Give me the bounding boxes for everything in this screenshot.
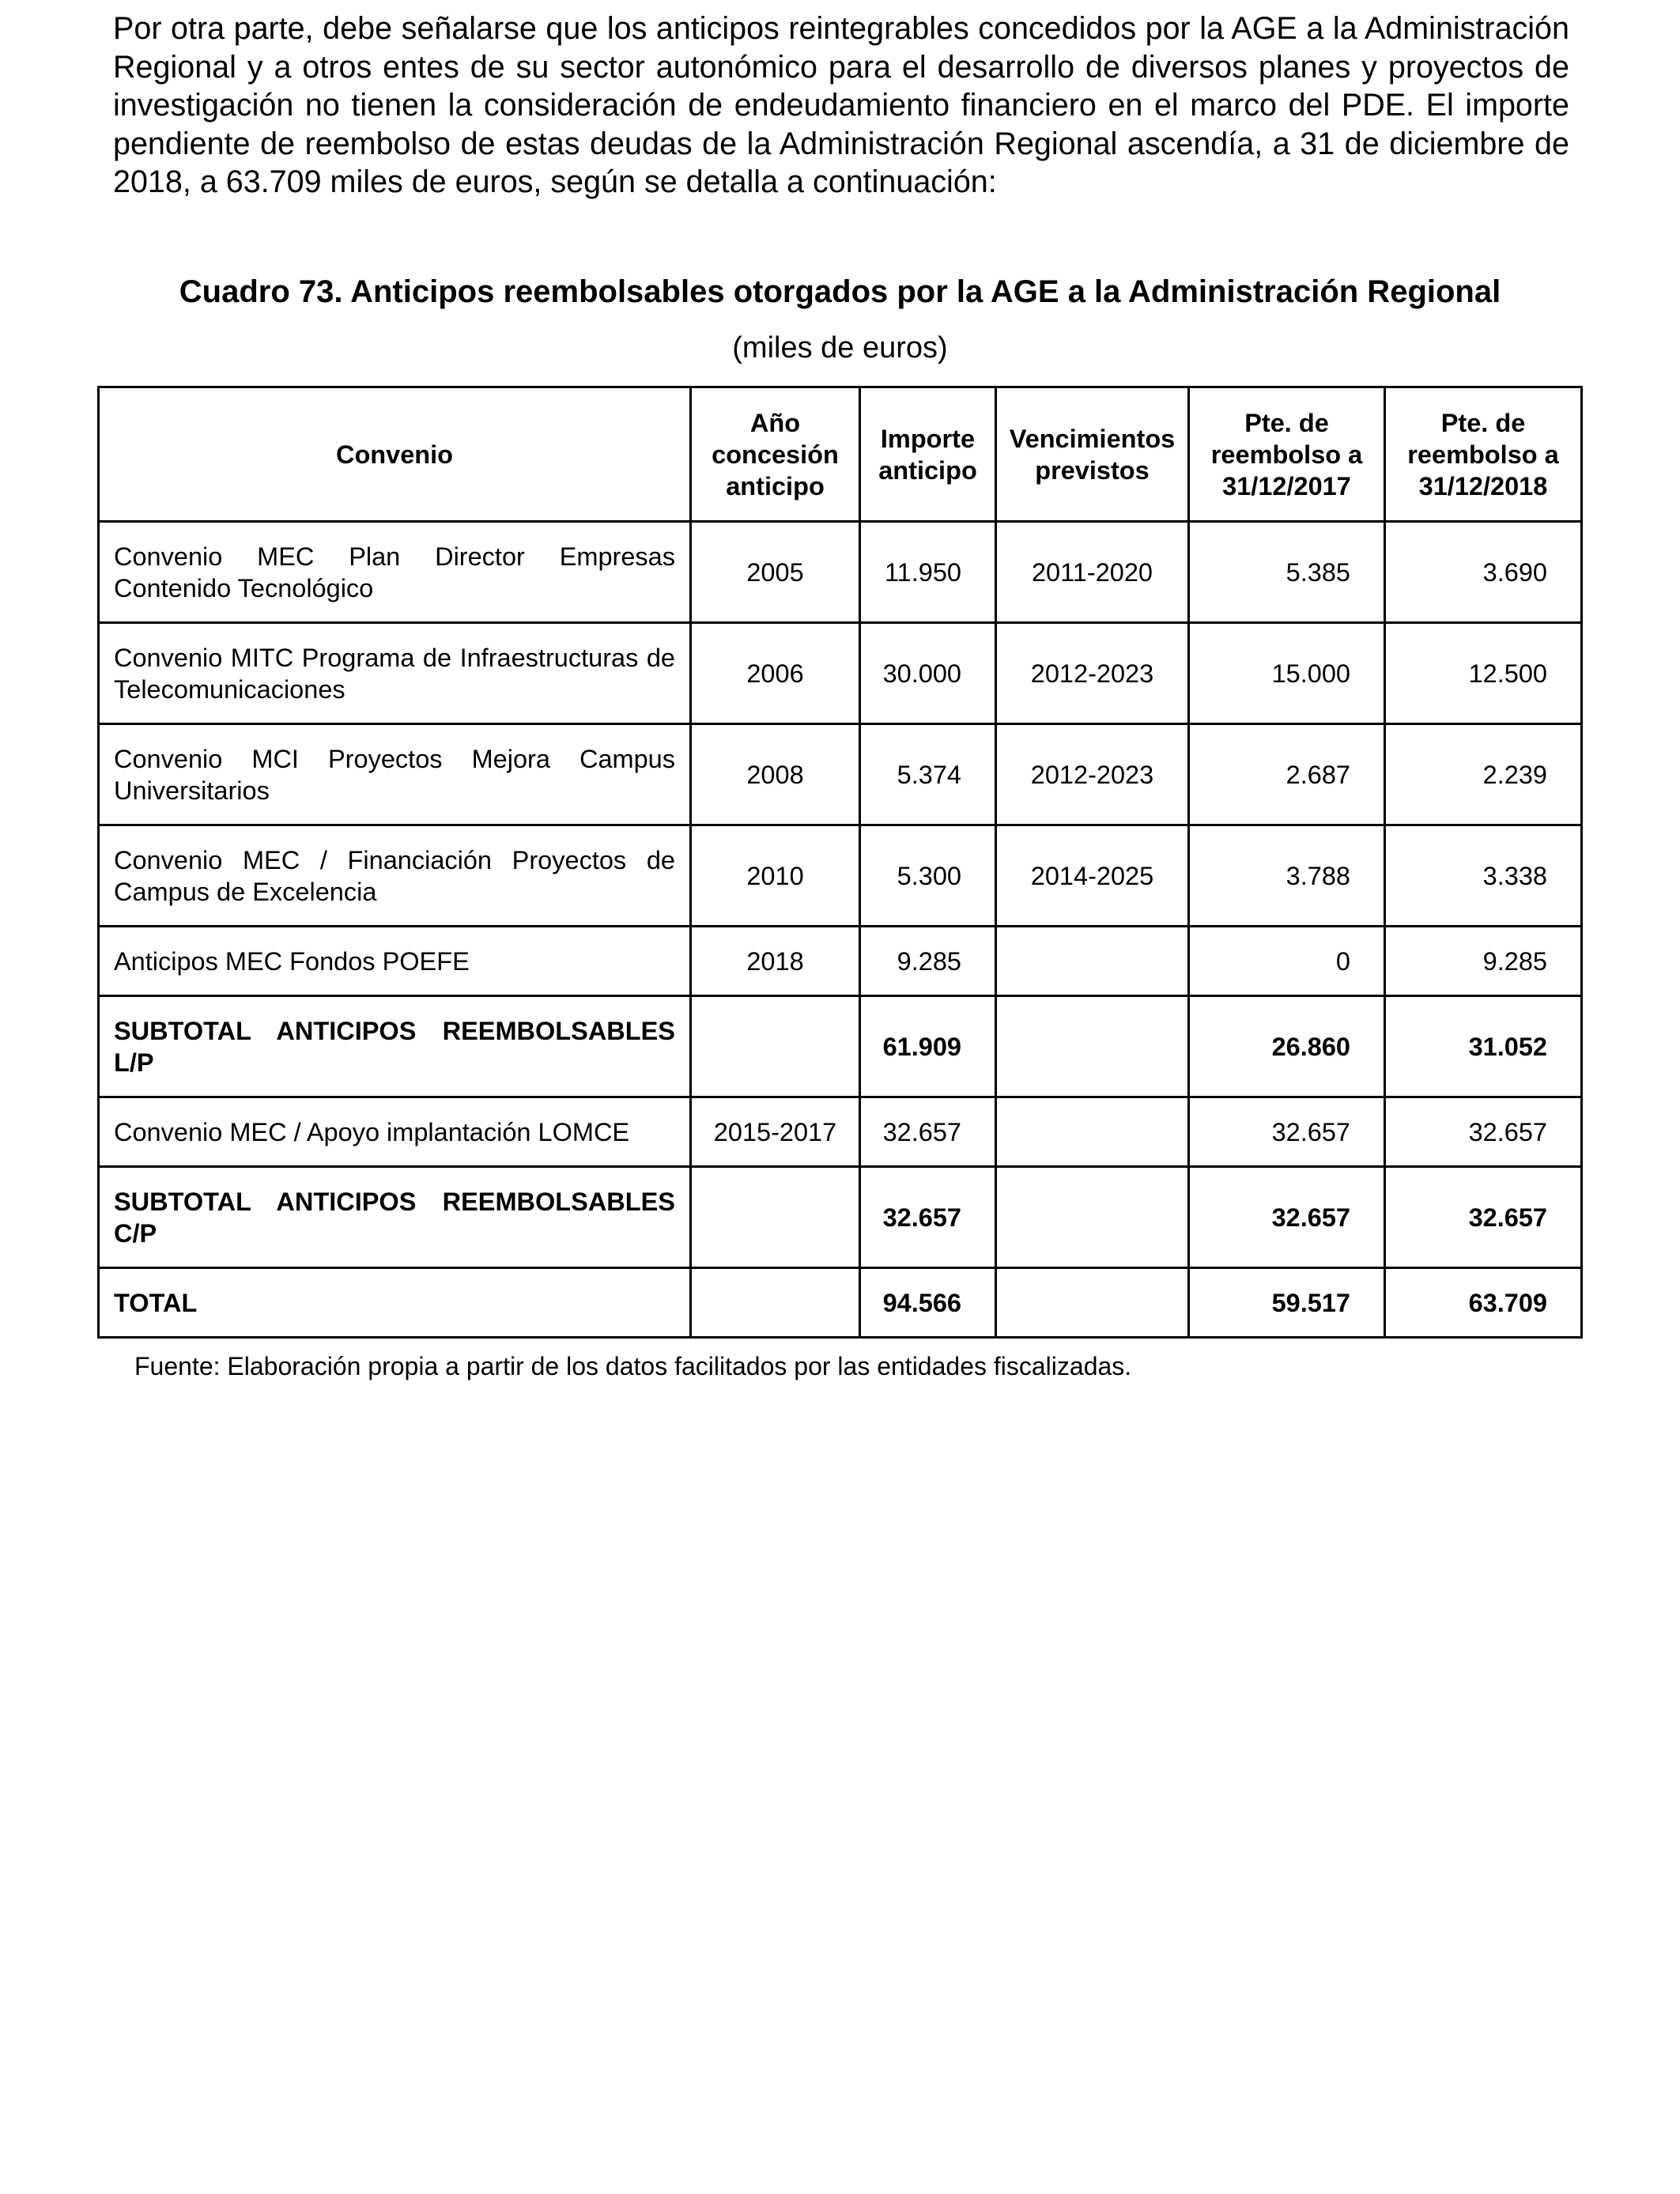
cell-vencimientos: [996, 1097, 1189, 1167]
cell-importe: 9.285: [860, 927, 996, 996]
header-pte-2018: Pte. de reembolso a 31/12/2018: [1385, 387, 1582, 522]
cell-pte-2017: 32.657: [1189, 1097, 1385, 1167]
source-note: Fuente: Elaboración propia a partir de los datos facilitados por las entidades fiscalizadas.: [134, 1352, 1132, 1380]
cell-convenio: Convenio MEC / Apoyo implantación LOMCE: [99, 1097, 691, 1167]
cell-vencimientos: 2011-2020: [996, 522, 1189, 623]
cell-pte-2017: 26.860: [1189, 996, 1385, 1097]
cell-vencimientos: 2014-2025: [996, 825, 1189, 927]
cell-pte-2018: 31.052: [1385, 996, 1582, 1097]
table-row: [99, 724, 1582, 825]
cell-importe: 5.374: [860, 724, 996, 825]
subtotal-row-lp: [99, 996, 1582, 1097]
cell-importe: 32.657: [860, 1167, 996, 1268]
cell-anio: 2015-2017: [691, 1097, 860, 1167]
cell-importe: 61.909: [860, 996, 996, 1097]
cell-pte-2017: 0: [1189, 927, 1385, 996]
table-row: [99, 927, 1582, 996]
cell-vencimientos: 2012-2023: [996, 724, 1189, 825]
table-unit: (miles de euros): [732, 331, 948, 364]
cell-pte-2018: 12.500: [1385, 623, 1582, 724]
cell-importe: 30.000: [860, 623, 996, 724]
intro-paragraph: Por otra parte, debe señalarse que los anticipos reintegrables concedidos por la AGE a la Administración Regional y a otros entes de su sector autonómico para el desarrollo de diversos planes y proyectos de investigación no tienen la consideración de endeudamiento financiero en el marco del PDE. El importe pendiente de reembolso de estas deudas de la Administración Regional ascendía, a 31 de diciembre de 2018, a 63.709 miles de euros, según se detalla a continuación:: [113, 11, 1569, 199]
cell-pte-2018: 32.657: [1385, 1097, 1582, 1167]
cell-vencimientos: [996, 1167, 1189, 1268]
subtotal-row-cp: [99, 1167, 1582, 1268]
header-importe: Importe anticipo: [860, 387, 996, 522]
cell-pte-2017: 5.385: [1189, 522, 1385, 623]
cell-importe: 5.300: [860, 825, 996, 927]
header-convenio: Convenio: [99, 387, 691, 522]
table-row: [99, 623, 1582, 724]
cell-pte-2018: 9.285: [1385, 927, 1582, 996]
header-pte-2017: Pte. de reembolso a 31/12/2017: [1189, 387, 1385, 522]
cell-anio: [691, 996, 860, 1097]
cell-pte-2017: 2.687: [1189, 724, 1385, 825]
cell-pte-2018: 3.338: [1385, 825, 1582, 927]
cell-vencimientos: 2012-2023: [996, 623, 1189, 724]
cell-vencimientos: [996, 1268, 1189, 1338]
cell-pte-2017: 32.657: [1189, 1167, 1385, 1268]
table-row: [99, 522, 1582, 623]
cell-convenio: Convenio MCI Proyectos Mejora Campus Universitarios: [99, 724, 691, 825]
header-vencimientos: Vencimientos previstos: [996, 387, 1189, 522]
advances-table: [97, 386, 1583, 1339]
cell-anio: 2006: [691, 623, 860, 724]
table-row: [99, 1097, 1582, 1167]
cell-importe: 11.950: [860, 522, 996, 623]
cell-anio: [691, 1268, 860, 1338]
cell-pte-2017: 59.517: [1189, 1268, 1385, 1338]
cell-convenio: Convenio MEC Plan Director Empresas Contenido Tecnológico: [99, 522, 691, 623]
cell-importe: 94.566: [860, 1268, 996, 1338]
header-anio: Año concesión anticipo: [691, 387, 860, 522]
cell-convenio: Convenio MEC / Financiación Proyectos de Campus de Excelencia: [99, 825, 691, 927]
cell-anio: [691, 1167, 860, 1268]
cell-anio: 2005: [691, 522, 860, 623]
cell-convenio: Anticipos MEC Fondos POEFE: [99, 927, 691, 996]
cell-anio: 2008: [691, 724, 860, 825]
cell-pte-2017: 3.788: [1189, 825, 1385, 927]
table-title: Cuadro 73. Anticipos reembolsables otorgados por la AGE a la Administración Regional: [179, 274, 1501, 309]
cell-pte-2018: 32.657: [1385, 1167, 1582, 1268]
cell-pte-2018: 2.239: [1385, 724, 1582, 825]
cell-importe: 32.657: [860, 1097, 996, 1167]
cell-pte-2018: 3.690: [1385, 522, 1582, 623]
cell-convenio: TOTAL: [99, 1268, 691, 1338]
table-header-row: [99, 387, 1582, 522]
cell-vencimientos: [996, 927, 1189, 996]
cell-convenio: SUBTOTAL ANTICIPOS REEMBOLSABLES L/P: [99, 996, 691, 1097]
cell-anio: 2018: [691, 927, 860, 996]
cell-convenio: Convenio MITC Programa de Infraestructuras de Telecomunicaciones: [99, 623, 691, 724]
table-row: [99, 825, 1582, 927]
cell-pte-2017: 15.000: [1189, 623, 1385, 724]
cell-vencimientos: [996, 996, 1189, 1097]
cell-convenio: SUBTOTAL ANTICIPOS REEMBOLSABLES C/P: [99, 1167, 691, 1268]
cell-anio: 2010: [691, 825, 860, 927]
cell-pte-2018: 63.709: [1385, 1268, 1582, 1338]
total-row: [99, 1268, 1582, 1338]
